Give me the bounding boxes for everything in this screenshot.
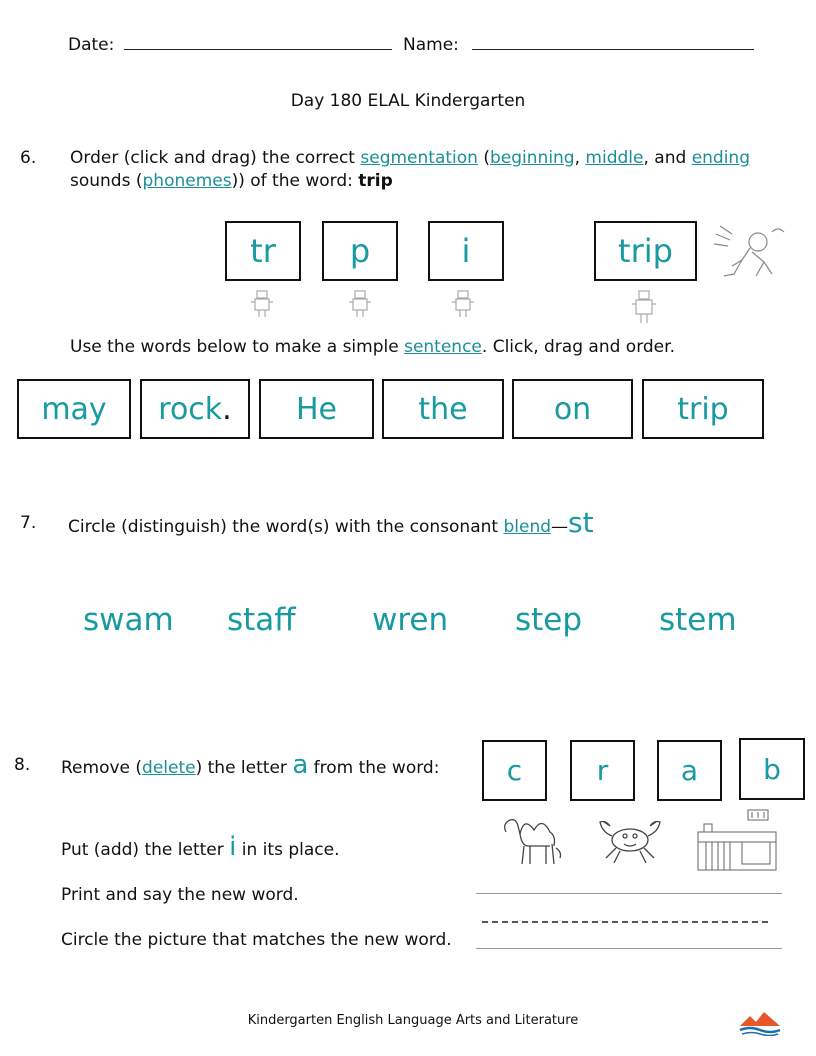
word-tile-trip[interactable]: trip bbox=[594, 221, 697, 281]
q6-text: sounds ( bbox=[70, 171, 143, 191]
print-say-instruction: Print and say the new word. bbox=[61, 885, 299, 905]
question-8-text bbox=[61, 750, 440, 780]
writing-base-line[interactable] bbox=[476, 948, 782, 949]
page-title: Day 180 ELAL Kindergarten bbox=[290, 91, 526, 111]
q6-text: , bbox=[574, 148, 586, 168]
beginning-link[interactable]: beginning bbox=[490, 148, 575, 168]
word-tile-trip[interactable]: trip bbox=[642, 379, 764, 439]
segmentation-link[interactable]: segmentation bbox=[360, 148, 478, 168]
name-label: Name: bbox=[403, 35, 459, 55]
remove-letter-a: a bbox=[292, 750, 309, 780]
q8-text: ) the letter bbox=[195, 758, 293, 778]
letter-tile-b[interactable]: b bbox=[739, 738, 805, 800]
q6-text: ( bbox=[477, 148, 490, 168]
q6-text: )) of the word: bbox=[231, 171, 359, 191]
q8-text: Remove ( bbox=[61, 758, 143, 778]
phoneme-tile-p[interactable]: p bbox=[322, 221, 398, 281]
word-tile-he[interactable]: He bbox=[259, 379, 374, 439]
question-6-number: 6. bbox=[20, 148, 37, 168]
put-text: in its place. bbox=[236, 840, 340, 860]
robot-icon bbox=[449, 289, 477, 319]
camel-icon[interactable] bbox=[498, 808, 566, 868]
word-tile-rock-text: rock bbox=[158, 391, 223, 427]
robot-icon bbox=[346, 289, 374, 319]
blend-st: st bbox=[568, 506, 594, 539]
q6-text: , and bbox=[643, 148, 692, 168]
sentence-text: Use the words below to make a simple bbox=[70, 337, 405, 357]
q6-text: Order (click and drag) the correct bbox=[70, 148, 361, 168]
put-letter-instruction bbox=[61, 832, 340, 862]
sentence-instruction bbox=[70, 336, 675, 358]
word-tile-the[interactable]: the bbox=[382, 379, 504, 439]
blend-link[interactable]: blend bbox=[503, 517, 552, 537]
writing-mid-line[interactable] bbox=[482, 921, 768, 923]
blend-word-swam[interactable]: swam bbox=[83, 602, 174, 638]
child-tripping-icon bbox=[712, 222, 792, 282]
sentence-link[interactable]: sentence bbox=[404, 337, 482, 357]
crab-icon[interactable] bbox=[592, 812, 668, 866]
phoneme-tile-tr[interactable]: tr bbox=[225, 221, 301, 281]
question-6-line-2 bbox=[70, 170, 393, 192]
blend-word-step[interactable]: step bbox=[515, 602, 583, 638]
mountain-logo-icon bbox=[738, 1008, 782, 1036]
robot-icon bbox=[630, 289, 658, 325]
date-label: Date: bbox=[68, 35, 115, 55]
ending-link[interactable]: ending bbox=[691, 148, 751, 168]
letter-tile-a[interactable]: a bbox=[657, 740, 722, 801]
target-word: trip bbox=[358, 171, 393, 191]
blend-word-wren[interactable]: wren bbox=[372, 602, 449, 638]
put-text: Put (add) the letter bbox=[61, 840, 230, 860]
date-blank[interactable] bbox=[124, 49, 392, 50]
phoneme-tile-i[interactable]: i bbox=[428, 221, 504, 281]
sentence-text: . Click, drag and order. bbox=[481, 337, 675, 357]
letter-tile-r[interactable]: r bbox=[570, 740, 635, 801]
word-tile-rock[interactable] bbox=[140, 379, 250, 439]
blend-word-stem[interactable]: stem bbox=[659, 602, 737, 638]
phonemes-link[interactable]: phonemes bbox=[142, 171, 232, 191]
robot-icon bbox=[248, 289, 276, 319]
word-tile-on[interactable]: on bbox=[512, 379, 633, 439]
word-tile-may[interactable]: may bbox=[17, 379, 131, 439]
writing-top-line[interactable] bbox=[476, 893, 782, 894]
name-field[interactable] bbox=[403, 34, 754, 56]
question-7-number: 7. bbox=[20, 513, 37, 533]
footer-text: Kindergarten English Language Arts and Literature bbox=[247, 1013, 579, 1028]
crib-icon[interactable] bbox=[694, 808, 780, 872]
question-6-line-1 bbox=[70, 147, 750, 169]
q7-text: Circle (distinguish) the word(s) with the consonant bbox=[68, 517, 504, 537]
q7-dash: — bbox=[551, 517, 569, 537]
circle-picture-instruction: Circle the picture that matches the new word. bbox=[61, 930, 452, 950]
question-8-number: 8. bbox=[14, 755, 31, 775]
date-field[interactable] bbox=[68, 34, 392, 56]
name-blank[interactable] bbox=[472, 49, 754, 50]
letter-tile-c[interactable]: c bbox=[482, 740, 547, 801]
delete-link[interactable]: delete bbox=[142, 758, 196, 778]
add-letter-i: i bbox=[229, 832, 237, 862]
word-tile-period: . bbox=[222, 391, 232, 427]
q8-text: from the word: bbox=[308, 758, 440, 778]
question-7-text bbox=[68, 506, 594, 539]
blend-word-staff[interactable]: staff bbox=[227, 602, 296, 638]
middle-link[interactable]: middle bbox=[585, 148, 644, 168]
